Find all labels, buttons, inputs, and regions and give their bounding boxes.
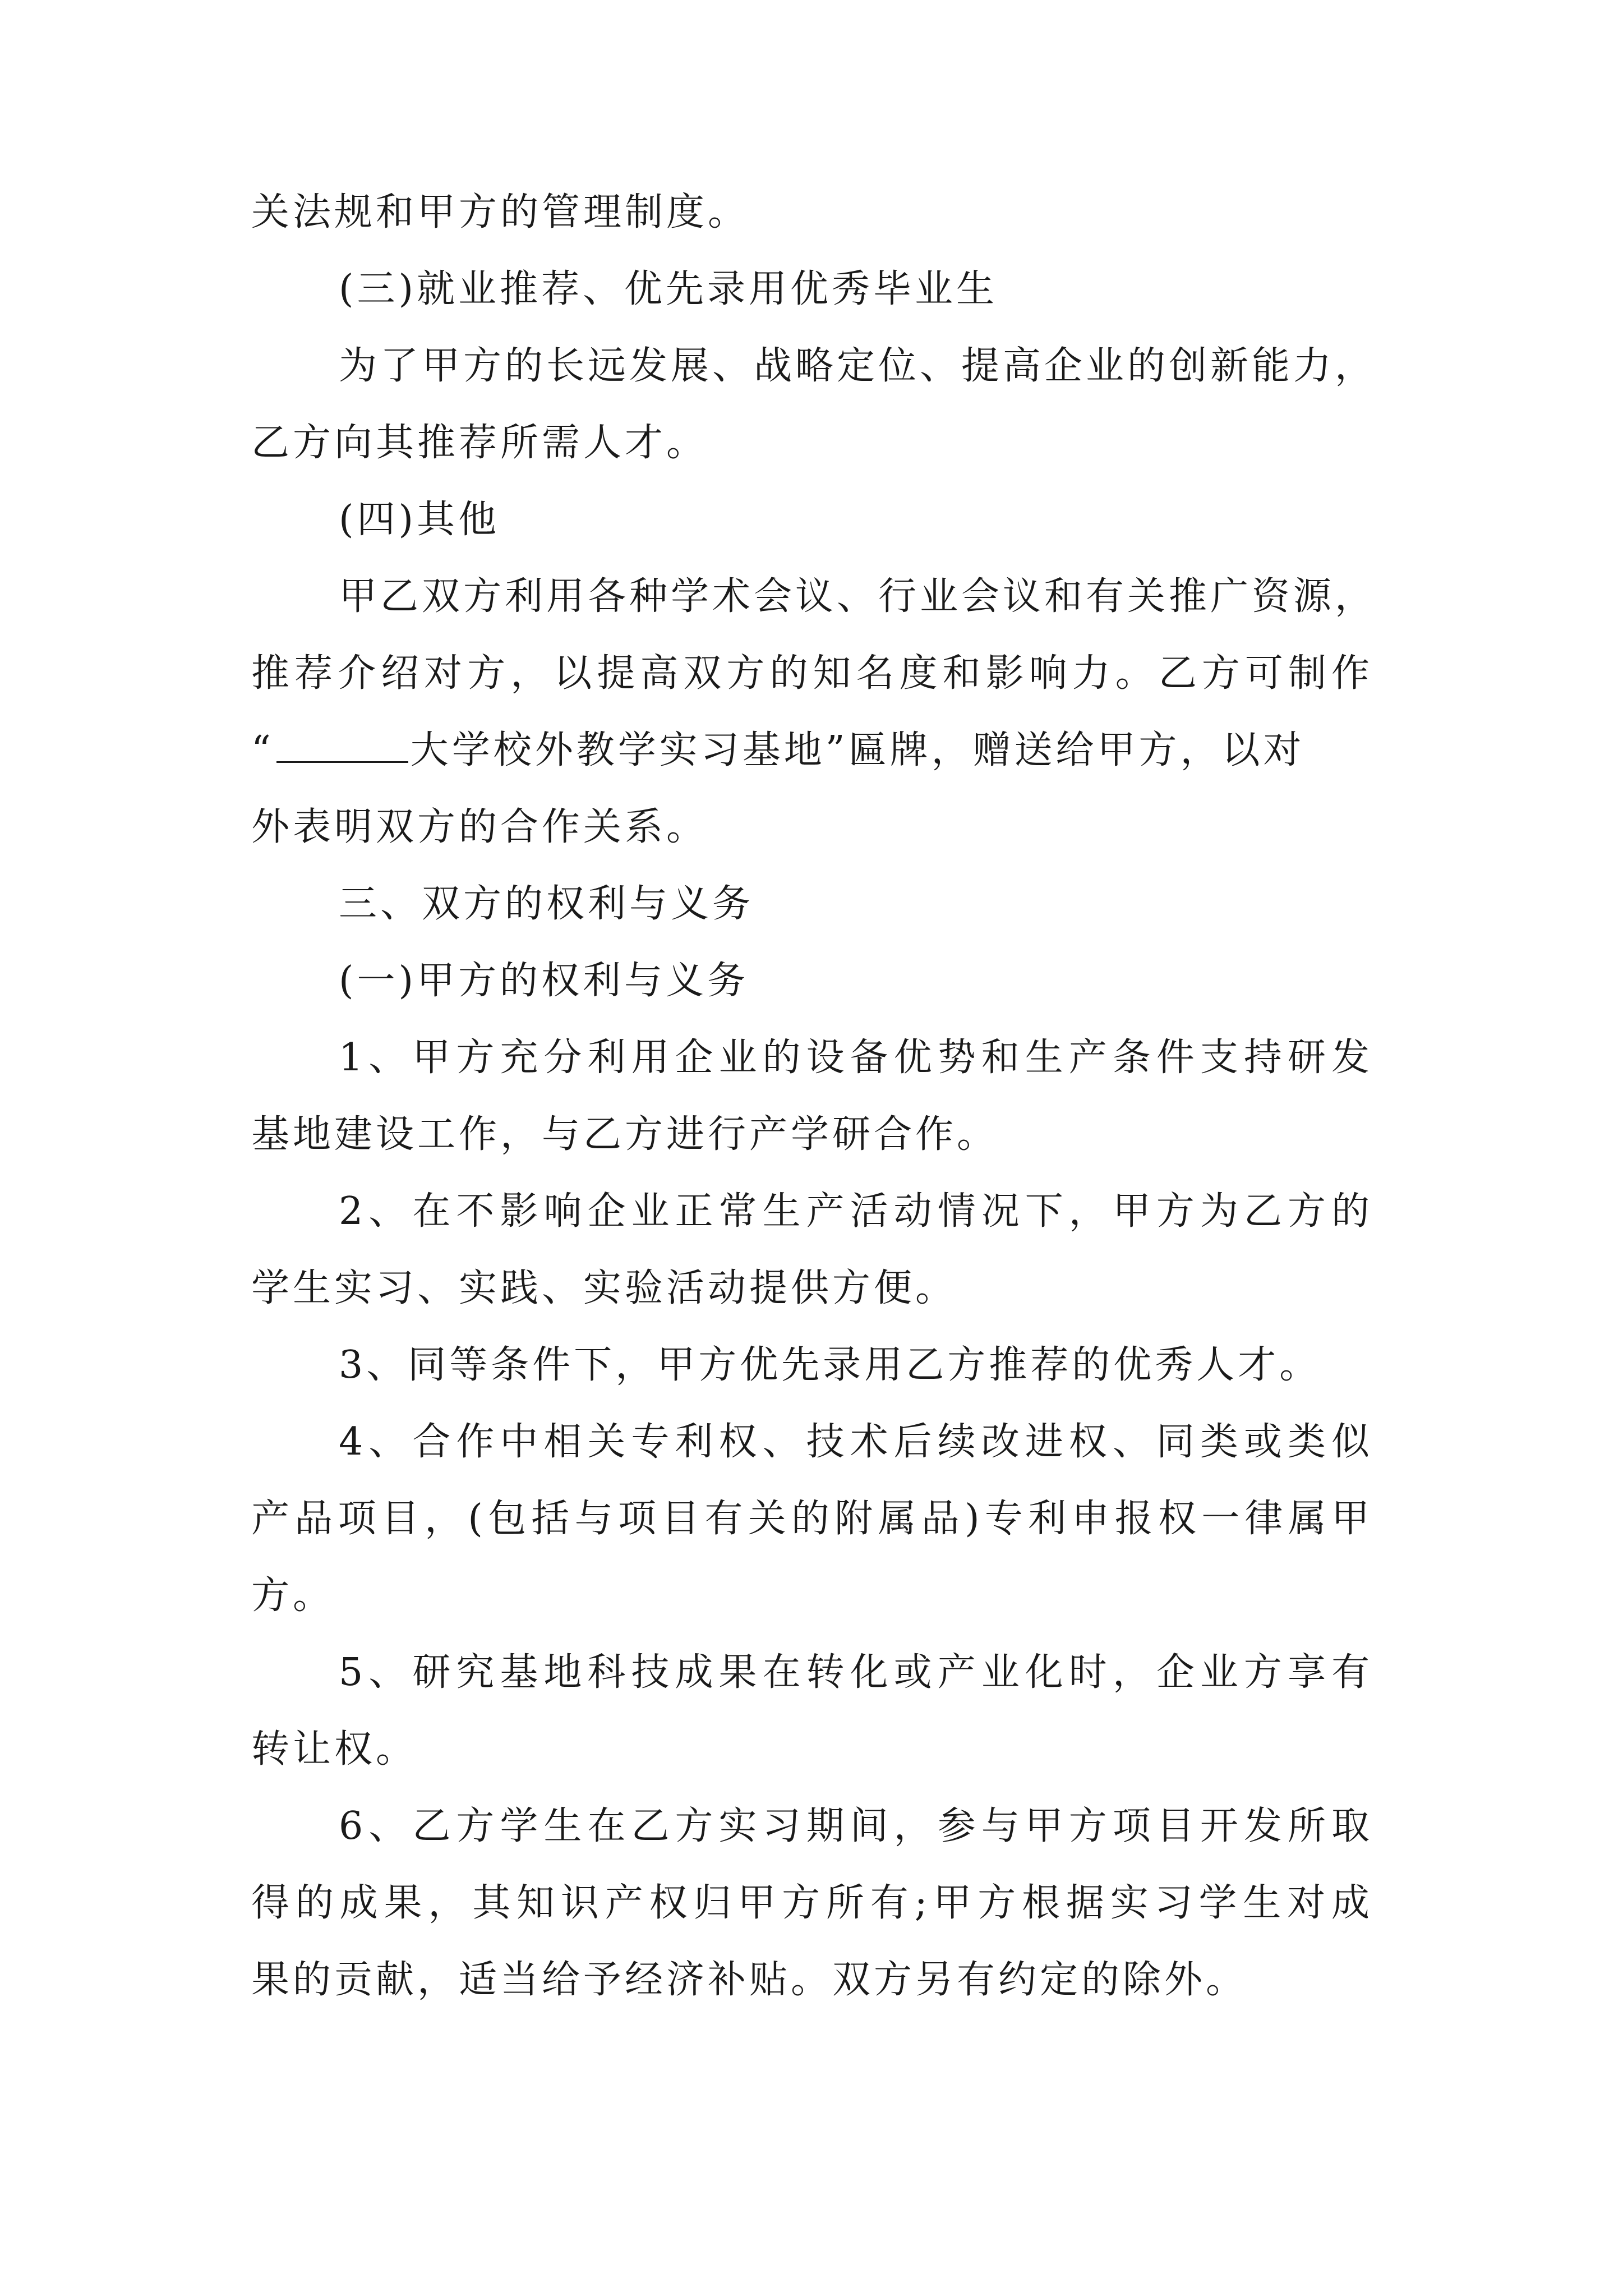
paragraph-line: 产品项目，(包括与项目有关的附属品)专利申报权一律属甲 [251, 1497, 1373, 1541]
section-heading: (一)甲方的权利与义务 [339, 959, 749, 1003]
paragraph-line: 方。 [251, 1573, 335, 1618]
paragraph-line: 关法规和甲方的管理制度。 [251, 190, 750, 234]
paragraph-line: 2、在不影响企业正常生产活动情况下，甲方为乙方的 [339, 1189, 1373, 1234]
paragraph-line: 学生实习、实践、实验活动提供方便。 [251, 1266, 957, 1310]
paragraph-line: 外表明双方的合作关系。 [251, 805, 708, 849]
paragraph-line: 推荐介绍对方，以提高双方的知名度和影响力。乙方可制作 [251, 651, 1373, 696]
paragraph-text: 大学校外教学实习基地”匾牌，赠送给甲方，以对 [410, 728, 1305, 772]
open-quote: “ [251, 728, 274, 772]
paragraph-line: 5、研究基地科技成果在转化或产业化时，企业方享有 [339, 1650, 1373, 1695]
paragraph-line: 为了甲方的长远发展、战略定位、提高企业的创新能力， [339, 344, 1377, 388]
paragraph-line: 基地建设工作，与乙方进行产学研合作。 [251, 1112, 999, 1157]
section-heading: (四)其他 [339, 498, 500, 542]
document-page [251, 174, 1377, 2018]
paragraph-line: 甲乙双方利用各种学术会议、行业会议和有关推广资源， [339, 574, 1377, 619]
paragraph-line: 得的成果，其知识产权归甲方所有;甲方根据实习学生对成 [251, 1881, 1373, 1925]
paragraph-line: 果的贡献，适当给予经济补贴。双方另有约定的除外。 [251, 1958, 1248, 2002]
section-heading: (三)就业推荐、优先录用优秀毕业生 [339, 267, 998, 311]
section-heading: 三、双方的权利与义务 [339, 882, 754, 926]
paragraph-line: 乙方向其推荐所需人才。 [251, 421, 708, 465]
paragraph-line: 1、甲方充分利用企业的设备优势和生产条件支持研发 [339, 1036, 1373, 1080]
fill-in-blank [276, 732, 408, 763]
paragraph-line: 6、乙方学生在乙方实习期间，参与甲方项目开发所取 [339, 1804, 1373, 1848]
paragraph-line-with-blank [251, 712, 1373, 789]
paragraph-line: 转让权。 [251, 1727, 418, 1772]
paragraph-line: 4、合作中相关专利权、技术后续改进权、同类或类似 [339, 1420, 1373, 1464]
paragraph-line: 3、同等条件下，甲方优先录用乙方推荐的优秀人才。 [339, 1343, 1321, 1387]
